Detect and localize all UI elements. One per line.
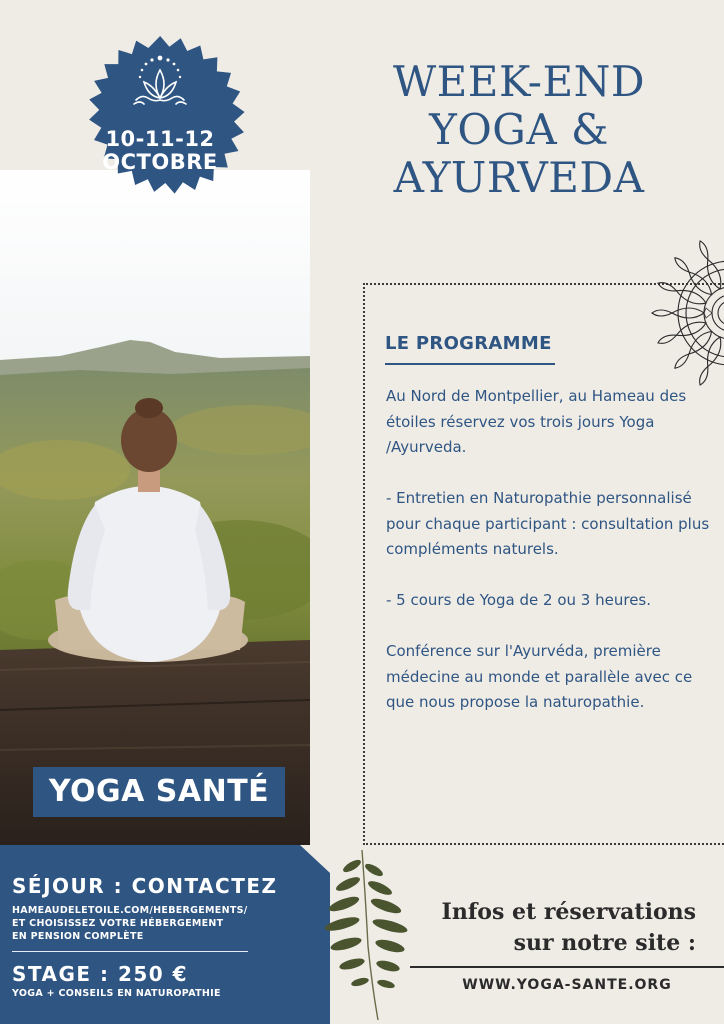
footer-divider (12, 951, 248, 952)
title-line-3: AYURVEDA (393, 153, 645, 202)
program-paragraph-cours: - 5 cours de Yoga de 2 ou 3 heures. (386, 591, 652, 609)
sejour-title: SÉJOUR : CONTACTEZ (12, 874, 278, 898)
website-link[interactable]: WWW.YOGA-SANTE.ORG (462, 977, 672, 993)
program-heading-underline (385, 363, 555, 365)
date-badge (72, 34, 248, 210)
stage-price-title: STAGE : 250 € (12, 962, 189, 986)
badge-date-days: 10-11-12 (105, 127, 215, 151)
infos-reservations (400, 897, 696, 959)
program-text (386, 384, 716, 741)
yoga-sante-label: YOGA SANTÉ (33, 767, 285, 817)
hero-photo (0, 170, 310, 845)
stage-subtitle: YOGA + CONSEILS EN NATUROPATHIE (12, 988, 221, 999)
program-paragraph-intro: Au Nord de Montpellier, au Hameau des étoiles réservez vos trois jours Yoga /Ayurveda. (386, 387, 687, 456)
lotus-icon (130, 52, 190, 112)
infos-divider (410, 966, 724, 968)
sejour-line-pension: EN PENSION COMPLÈTE (12, 931, 144, 942)
sejour-line-choose: ET CHOISISSEZ VOTRE HÉBERGEMENT (12, 918, 224, 929)
title-line-1: WEEK-END (392, 57, 646, 106)
page-title (336, 58, 702, 202)
infos-line-1: Infos et réservations (441, 899, 696, 925)
program-paragraph-conference: Conférence sur l'Ayurvéda, première médecine au monde et parallèle avec ce que nous propose la naturopathie. (386, 642, 693, 711)
program-heading: LE PROGRAMME (385, 333, 552, 354)
infos-line-2: sur notre site : (513, 930, 696, 956)
title-line-2: YOGA & (429, 105, 609, 154)
program-paragraph-naturopathie: - Entretien en Naturopathie personnalisé pour chaque participant : consultation plus compléments naturels. (386, 489, 710, 558)
sejour-line-website[interactable]: HAMEAUDELETOILE.COM/HEBERGEMENTS/ (12, 905, 248, 916)
mandala-icon (648, 232, 724, 394)
badge-date-month: OCTOBRE (102, 150, 218, 174)
